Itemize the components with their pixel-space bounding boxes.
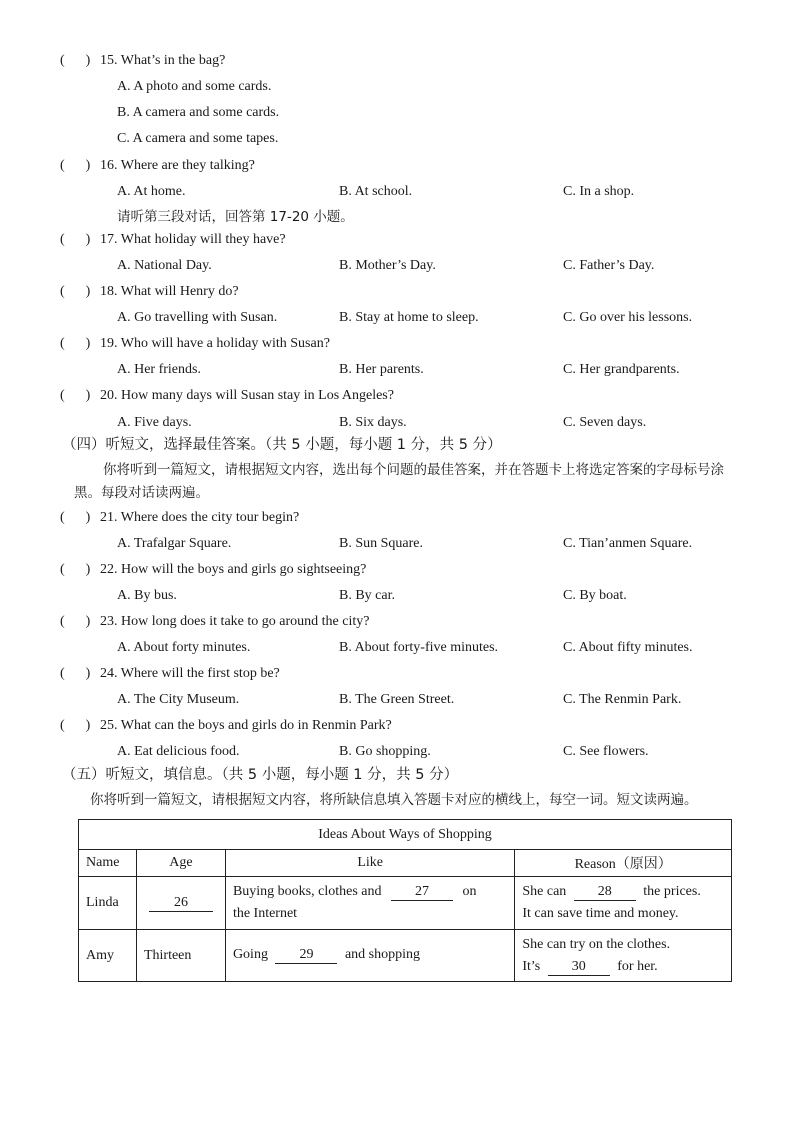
question-number: 24. [100,666,118,681]
answer-paren[interactable]: ( ) [60,614,91,629]
table-row-linda [79,877,732,930]
header-age: Age [136,850,225,877]
option-c: C. See flowers. [563,744,649,759]
question-text: What holiday will they have? [120,232,286,247]
option-a: A. Go travelling with Susan. [117,310,278,325]
question-number: 20. [100,388,118,403]
option-c: C. About fifty minutes. [563,640,693,655]
question-text: How many days will Susan stay in Los Angeles? [121,388,394,403]
option-c: C. A camera and some tapes. [117,131,279,146]
section-5-instruction: 你将听到一篇短文，请根据短文内容，将所缺信息填入答题卡对应的横线上，每空一词。短文读两遍。 [90,792,698,808]
cell-reason: She can try on the clothes. It’s 30 for her. [515,930,732,982]
question-number: 18. [100,284,118,299]
question-text: How will the boys and girls go sightseeing? [121,562,367,577]
option-b: B. Mother’s Day. [339,258,436,273]
header-like: Like [225,850,514,877]
option-c: C. Her grandparents. [563,362,680,377]
shopping-ideas-table [78,819,732,982]
cell-like: Buying books, clothes and 27 on the Internet [225,877,514,930]
option-b: B. At school. [339,184,413,199]
option-a: A. Trafalgar Square. [117,536,232,551]
question-text: Who will have a holiday with Susan? [120,336,330,351]
option-b: B. Stay at home to sleep. [339,310,479,325]
answer-paren[interactable]: ( ) [60,718,91,733]
section-5-heading: （五）听短文，填信息。（共 5 小题，每小题 1 分，共 5 分） [62,767,459,783]
option-c: C. Seven days. [563,415,647,430]
option-a: A. A photo and some cards. [117,79,272,94]
question-text: What’s in the bag? [120,53,226,68]
answer-paren[interactable]: ( ) [60,336,91,351]
instruction-dialogue-3: 请听第三段对话，回答第 17-20 小题。 [117,209,354,225]
question-text: Where will the first stop be? [120,666,280,681]
option-b: B. Sun Square. [339,536,423,551]
blank-30[interactable]: 30 [548,959,610,976]
cell-name: Amy [79,930,137,982]
question-text: What can the boys and girls do in Renmin Park? [120,718,392,733]
cell-name: Linda [79,877,137,930]
question-number: 22. [100,562,118,577]
header-reason: Reason（原因） [515,850,732,877]
option-c: C. By boat. [563,588,627,603]
blank-28[interactable]: 28 [574,884,636,901]
question-text: Where are they talking? [120,158,255,173]
option-c: C. Go over his lessons. [563,310,693,325]
header-name: Name [79,850,137,877]
option-a: A. The City Museum. [117,692,240,707]
section-4-heading: （四）听短文，选择最佳答案。（共 5 小题，每小题 1 分，共 5 分） [62,437,502,453]
question-number: 21. [100,510,118,525]
answer-paren[interactable]: ( ) [60,666,91,681]
cell-like: Going 29 and shopping [225,930,514,982]
section-4-instruction-cont: 黑。每段对话读两遍。 [74,485,209,501]
question-number: 15. [100,53,118,68]
option-c: C. The Renmin Park. [563,692,682,707]
question-text: How long does it take to go around the city? [121,614,370,629]
option-a: A. Eat delicious food. [117,744,240,759]
answer-paren[interactable]: ( ) [60,510,91,525]
answer-paren[interactable]: ( ) [60,388,91,403]
cell-reason: She can 28 the prices. It can save time and money. [515,877,732,930]
option-c: C. Father’s Day. [563,258,655,273]
table-row-amy [79,930,732,982]
option-a: A. Her friends. [117,362,201,377]
option-b: B. The Green Street. [339,692,455,707]
blank-26[interactable]: 26 [149,895,213,912]
option-a: A. National Day. [117,258,212,273]
question-number: 25. [100,718,118,733]
option-a: A. About forty minutes. [117,640,251,655]
option-c: C. In a shop. [563,184,635,199]
option-b: B. Six days. [339,415,407,430]
answer-paren[interactable]: ( ) [60,562,91,577]
option-c: C. Tian’anmen Square. [563,536,693,551]
option-b: B. By car. [339,588,395,603]
question-number: 19. [100,336,118,351]
option-b: B. A camera and some cards. [117,105,280,120]
cell-age [136,877,225,930]
question-text: What will Henry do? [120,284,239,299]
answer-paren[interactable]: ( ) [60,284,91,299]
answer-paren[interactable]: ( ) [60,232,91,247]
blank-29[interactable]: 29 [275,947,337,964]
question-number: 16. [100,158,118,173]
blank-27[interactable]: 27 [391,884,453,901]
answer-paren[interactable]: ( ) [60,158,91,173]
table-title: Ideas About Ways of Shopping [79,820,732,850]
option-a: A. At home. [117,184,186,199]
answer-paren[interactable]: ( ) [60,53,91,68]
option-b: B. Her parents. [339,362,424,377]
cell-age: Thirteen [136,930,225,982]
option-b: B. About forty-five minutes. [339,640,499,655]
question-text: Where does the city tour begin? [120,510,300,525]
section-4-instruction: 你将听到一篇短文，请根据短文内容，选出每个问题的最佳答案，并在答题卡上将选定答案的字母标号涂 [103,462,724,478]
option-a: A. Five days. [117,415,192,430]
option-a: A. By bus. [117,588,177,603]
option-b: B. Go shopping. [339,744,431,759]
question-number: 23. [100,614,118,629]
question-number: 17. [100,232,118,247]
